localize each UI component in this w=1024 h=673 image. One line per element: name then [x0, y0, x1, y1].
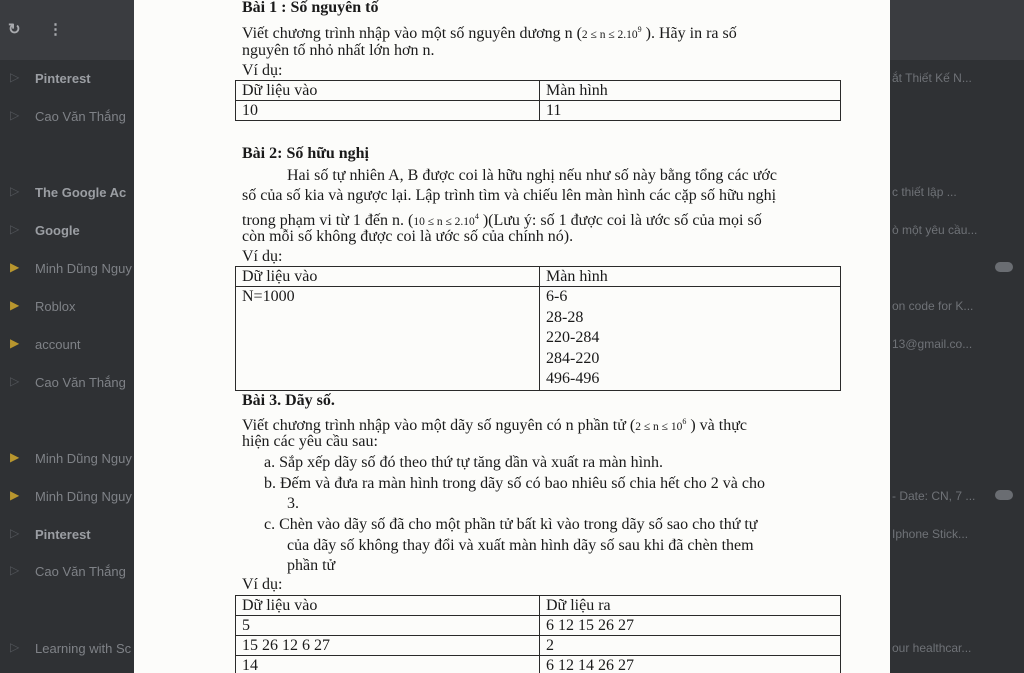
email-sender: Minh Dũng Nguy	[35, 261, 132, 276]
table-header: Màn hình	[540, 267, 841, 287]
output-line: 6-6	[546, 288, 568, 305]
table-header: Dữ liệu ra	[540, 596, 841, 616]
more-options-icon[interactable]: ⋮	[48, 21, 63, 38]
importance-marker-icon[interactable]: ▷	[10, 108, 20, 122]
email-sender: Google	[35, 223, 80, 238]
email-sender: Learning with Sc	[35, 641, 132, 656]
email-sender: The Google Ac	[35, 185, 127, 200]
bai2-line1: Hai số tự nhiên A, B được coi là hữu nghị nếu như số này bằng tổng các ước	[287, 167, 777, 184]
important-marker-icon[interactable]: ▶	[10, 298, 20, 312]
bai1-example-label: Ví dụ:	[242, 62, 283, 79]
importance-marker-icon[interactable]: ▷	[10, 374, 20, 388]
email-sender: Pinterest	[35, 71, 91, 86]
table-cell: N=1000	[236, 287, 540, 391]
bai2-example-table	[235, 266, 841, 391]
bai3-item-b-line1: b. Đếm và đưa ra màn hình trong dãy số có bao nhiêu số chia hết cho 2 và cho	[264, 475, 765, 492]
output-line: 284-220	[546, 349, 600, 367]
bai3-item-b-line2: 3.	[287, 495, 299, 512]
email-sender: Cao Văn Thắng	[35, 564, 126, 579]
email-sender: Minh Dũng Nguy	[35, 451, 132, 466]
bai3-line1: Viết chương trình nhập vào một dãy số nguyên có n phần tử ($2 \le n \le 10^6$ ) và thực	[242, 417, 747, 434]
table-cell: 15 26 12 6 27	[236, 636, 540, 656]
important-marker-icon[interactable]: ▶	[10, 336, 20, 350]
bai2-title: Bài 2: Số hữu nghị	[242, 145, 369, 162]
importance-marker-icon[interactable]: ▷	[10, 222, 20, 236]
table-cell: 2	[540, 636, 841, 656]
bai2-line4: còn mỗi số không được coi là ước số của chính nó).	[242, 228, 574, 245]
email-sender: Pinterest	[35, 527, 91, 542]
important-marker-icon[interactable]: ▶	[10, 260, 20, 274]
bai2-example-label: Ví dụ:	[242, 248, 283, 265]
email-snippet: Iphone Stick...	[892, 527, 969, 541]
table-header: Dữ liệu vào	[236, 81, 540, 101]
importance-marker-icon[interactable]: ▷	[10, 563, 20, 577]
table-cell: 14	[236, 656, 540, 673]
bai1-line1: Viết chương trình nhập vào một số nguyên dương n ($2 \le n \le 2.10^9$ ). Hãy in ra số	[242, 25, 737, 42]
bai3-example-label: Ví dụ:	[242, 576, 283, 593]
table-cell: 10	[236, 101, 540, 121]
importance-marker-icon[interactable]: ▷	[10, 526, 20, 540]
email-sender: Cao Văn Thắng	[35, 109, 126, 124]
email-snippet: ò một yêu cầu...	[892, 223, 978, 237]
importance-marker-icon[interactable]: ▷	[10, 184, 20, 198]
email-sender: account	[35, 337, 81, 352]
bai3-line2: hiện các yêu cầu sau:	[242, 433, 378, 450]
email-snippet: our healthcar...	[892, 641, 972, 655]
important-marker-icon[interactable]: ▶	[10, 488, 20, 502]
bai3-item-c-line2: của dãy số không thay đổi và xuất màn hình dãy số sau khi đã chèn them	[287, 537, 754, 554]
table-cell: 6 12 15 26 27	[540, 616, 841, 636]
bai2-line3: trong phạm vi từ 1 đến n. ($10 \le n \le 2.10^4$ )(Lưu ý: số 1 được coi là ước số của mọi số	[242, 212, 762, 229]
output-line: 220-284	[546, 329, 600, 346]
bai3-title: Bài 3. Dãy số.	[242, 392, 335, 409]
bai3-item-a: a. Sắp xếp dãy số đó theo thứ tự tăng dần và xuất ra màn hình.	[264, 454, 664, 471]
table-cell: 6 12 14 26 27	[540, 656, 841, 673]
bai3-item-c-line3: phần tử	[287, 557, 336, 574]
email-sender: Cao Văn Thắng	[35, 375, 126, 390]
output-line: 28-28	[546, 308, 584, 326]
bai1-title: Bài 1 : Số nguyên tố	[242, 0, 379, 16]
bai2-line2: số của số kia và ngược lại. Lập trình tìm và chiếu lên màn hình các cặp số hữu nghị	[242, 187, 777, 204]
table-cell: 11	[540, 101, 841, 121]
important-marker-icon[interactable]: ▶	[10, 450, 20, 464]
table-header: Dữ liệu vào	[236, 596, 540, 616]
email-sender: Minh Dũng Nguy	[35, 489, 132, 504]
importance-marker-icon[interactable]: ▷	[10, 640, 20, 654]
bai1-line2: nguyên tố nhỏ nhất lớn hơn n.	[242, 42, 435, 59]
importance-marker-icon[interactable]: ▷	[10, 70, 20, 84]
email-sender: Roblox	[35, 299, 76, 314]
table-header: Màn hình	[540, 81, 841, 101]
output-line: 496-496	[546, 370, 600, 387]
refresh-icon[interactable]: ↻	[8, 21, 21, 38]
table-cell: 5	[236, 616, 540, 636]
bai3-item-c-line1: c. Chèn vào dãy số đã cho một phần tử bất kì vào trong dãy số sao cho thứ tự	[264, 516, 758, 533]
bai1-example-table	[235, 80, 841, 121]
document-page	[134, 0, 890, 673]
table-header: Dữ liệu vào	[236, 267, 540, 287]
email-snippet: on code for K...	[892, 299, 974, 313]
email-snippet: c thiết lập ...	[892, 185, 957, 199]
email-snippet: ắt Thiết Kế N...	[892, 71, 972, 85]
email-snippet: - Date: CN, 7 ...	[892, 489, 976, 503]
chat-bubble-icon[interactable]	[995, 490, 1013, 500]
chat-bubble-icon[interactable]	[995, 262, 1013, 272]
email-snippet: 13@gmail.co...	[892, 337, 973, 351]
bai3-example-table	[235, 595, 841, 673]
table-cell-output-list	[540, 287, 841, 391]
